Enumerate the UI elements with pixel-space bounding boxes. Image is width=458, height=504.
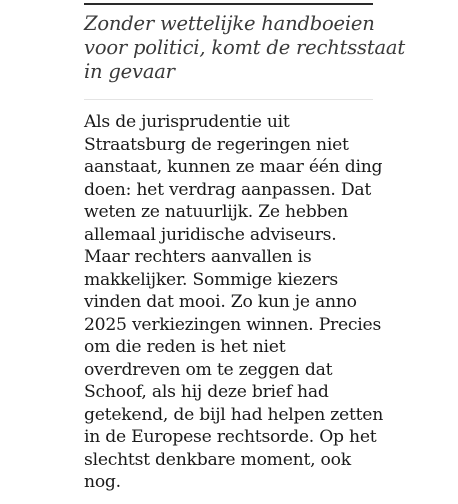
paragraph-line: Straatsburg de regeringen niet (84, 134, 349, 155)
paragraph-line: weten ze natuurlijk. Ze hebben (84, 202, 348, 222)
paragraph-line: makkelijker. Sommige kiezers (84, 269, 338, 290)
top-rule (84, 3, 373, 5)
article-paragraph (84, 111, 384, 494)
paragraph-line: overdreven om te zeggen dat (84, 359, 333, 380)
paragraph-line: aanstaat, kunnen ze maar één ding (84, 157, 383, 177)
paragraph-line: Maar rechters aanvallen is (84, 247, 312, 267)
paragraph-line: 2025 verkiezingen winnen. Precies (84, 314, 382, 335)
paragraph-line: slechtst denkbare moment, ook (84, 449, 351, 470)
pull-quote-line: voor politici, komt de rechtsstaat (84, 36, 405, 59)
paragraph-line: Schoof, als hij deze brief had (84, 382, 329, 402)
pull-quote-line: in gevaar (84, 60, 175, 83)
paragraph-line: Als de jurisprudentie uit (84, 112, 290, 132)
paragraph-line: vinden dat mooi. Zo kun je anno (84, 292, 357, 312)
paragraph-line: om die reden is het niet (84, 337, 286, 357)
paragraph-line: allemaal juridische adviseurs. (84, 224, 337, 245)
paragraph-line: in de Europese rechtsorde. Op het (84, 427, 377, 447)
paragraph-line: doen: het verdrag aanpassen. Dat (84, 179, 372, 200)
paragraph-line: nog. (84, 472, 121, 492)
pull-quote (84, 12, 405, 84)
pull-quote-line: Zonder wettelijke handboeien (84, 12, 375, 35)
paragraph-line: getekend, de bijl had helpen zetten (84, 404, 384, 425)
divider (84, 99, 373, 100)
cut-off-next-line (84, 493, 384, 504)
